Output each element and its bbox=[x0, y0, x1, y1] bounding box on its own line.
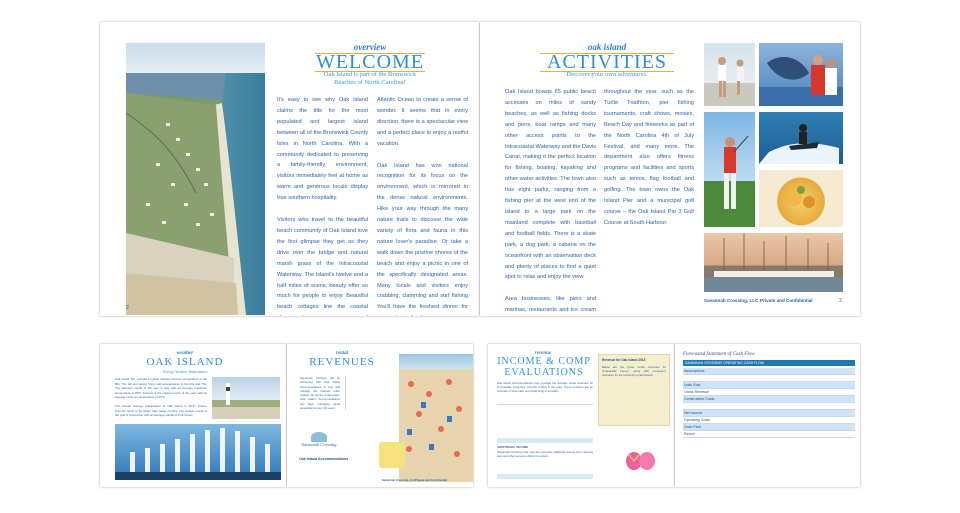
revenue-box-text: Below are the gross rental revenues for comparable homes, along with occupancy estimates for the upcoming rental season. bbox=[602, 365, 666, 378]
income-page bbox=[488, 344, 674, 487]
weather-page bbox=[100, 344, 286, 487]
cash-flow-title: Forecasted Statement of Cash Flow bbox=[683, 352, 755, 357]
table-row-label: Return bbox=[683, 431, 808, 438]
revenue-sidebar-box bbox=[598, 354, 670, 426]
activities-kicker: oak island bbox=[587, 42, 627, 52]
spread-right-page bbox=[480, 22, 860, 316]
welcome-column-1 bbox=[277, 95, 368, 316]
income-bottom-bar bbox=[497, 474, 593, 479]
footer-confidential: Private and Confidential bbox=[760, 298, 813, 303]
fishing-photo bbox=[759, 43, 843, 106]
income-headline-line2: EVALUATIONS bbox=[504, 367, 584, 378]
weather-text: Oak Island, NC, records a typical mid-day summer temperature in the 80s. The fall and spring bring mild temperatures in the 60s and 70s. The warmest month of the year is July with an average maximum temperature of 89°F. January is the coldest month of the year, with an average minimum temperature of 35°F. bbox=[115, 377, 207, 399]
table-row-label: Assumptions bbox=[683, 368, 808, 375]
activities-subhead: Discover your own adventures. bbox=[566, 71, 648, 78]
table-row-label: Operating Costs bbox=[683, 417, 808, 424]
activities-column-1 bbox=[505, 87, 596, 316]
logo-text: Savannah Crossing bbox=[301, 442, 337, 447]
income-kicker: revenue bbox=[534, 351, 552, 356]
income-list bbox=[497, 404, 593, 437]
activities-paragraph: throughout the year, such as the Turtle Triathlon, pier fishing tournaments, craft shows, movies, Beach Day and fireworks as part of the North Carolina 4th of July Festival, and many more. The department also offers fitness programs and facilities and sports such as tennis, flag football and golfing. The town owns the Oak Island Pier and a municipal golf course – the Oak Island Par 3 Golf Course at South Harbour. bbox=[604, 89, 694, 226]
footer-company: Savannah Crossing, LLC bbox=[704, 298, 759, 303]
page-number: 2 bbox=[839, 298, 842, 304]
income-text: Oak Island Accommodations has provided the average rental revenues for comparable properties currently renting in the area. These numbers are an estimate of what each unit could bring in annually. bbox=[497, 381, 593, 394]
income-headline: INCOME & COMP bbox=[497, 356, 591, 367]
activities-headline: ACTIVITIES bbox=[547, 51, 667, 73]
welcome-paragraph: Atlantic Ocean to create a sense of wonder. It seems that in every direction, there is a spectacular view and a perfect place to enjoy a restful vacation. bbox=[377, 97, 468, 147]
revenue-box-title: Revenue for Oak Island 2013 bbox=[602, 358, 646, 362]
crowded-beach-photo bbox=[399, 354, 473, 482]
cash-flow-table bbox=[683, 368, 855, 438]
aerial-beach-photo bbox=[126, 43, 265, 315]
page-number: 2 bbox=[126, 305, 129, 311]
seafood-photo bbox=[759, 170, 843, 227]
revenues-text: Savannah Crossing will be partnering with Oak Island Accommodations to rent and manage the finished units, making the homes rental ready. Oak Island Accommodations has been managing rental properties for over 20 years. bbox=[300, 376, 340, 411]
weather-subhead: Average Weather Temperatures bbox=[162, 370, 208, 374]
logo-text: Oak Island Accommodations bbox=[299, 457, 349, 461]
table-row-label: Units Sold bbox=[683, 382, 808, 389]
welcome-column-2 bbox=[377, 95, 468, 316]
additional-income-heading: ADDITIONAL INCOME bbox=[497, 445, 529, 449]
welcome-paragraph: It's easy to see why Oak Island claims the title for the most populated and largest island between all of the Brunswick County Isles in North Carolina. With a community dedicated to preserving a family-friendly environment, visitors immediately feel at home as warm and generous locals display true southern hospitality. bbox=[277, 97, 368, 202]
activities-paragraph: Area businesses, like piers and marinas, restaurants and ice cream bbox=[505, 296, 596, 314]
weather-text: The annual average precipitation at Oak Island is 56.97 inches. Summer tends to be wetter than winter months. The wettest month of the year is September with an average rainfall of 6.36 inches. bbox=[115, 404, 207, 417]
table-row-label: Net Income bbox=[683, 410, 808, 417]
logo-mark bbox=[311, 432, 327, 442]
activities-paragraph: Oak Island boasts 65 public beach accesses on miles of sandy beaches, as well as fishing docks and piers, boat ramps and many other access points to the Intracoastal Waterway and the Davis Canal, making it the perfect location for fishing, boating, kayaking and other water activities. The town also has eight parks, ranging from a fishing pier at the west end of the island to a large park on the mainland complete with baseball and football fields. There is a skate park, a dog park, a cabana on the oceanfront with an observation deck and plenty of places to find a quiet spot to relax and enjoy the view. bbox=[505, 89, 596, 281]
cash-flow-table-header: SAVANNAH CROSSING OPERATING CASH FLOW bbox=[683, 360, 855, 366]
welcome-paragraph: Oak Island has won national recognition for its focus on the environment, which is mirrored in the dense natural environments. Hike your way through the many nature trails to discover the wide variety of flora and fauna in this nature lover's paradise. Or take a walk down the pristine shores of the beach and enjoy a picnic in one of the specifically designated areas. Many locals and visitors enjoy crabbing, clamming and surf fishing You'll have the freshest dinner for bbox=[377, 162, 468, 311]
oak-island-accommodations-logo bbox=[299, 457, 349, 461]
welcome-headline: WELCOME bbox=[315, 51, 425, 73]
flip-flops-photo bbox=[623, 449, 657, 471]
revenues-kicker: rental bbox=[335, 351, 349, 356]
temperature-chart bbox=[115, 424, 281, 480]
weather-headline: OAK ISLAND bbox=[146, 356, 224, 368]
table-row-label: Cash Flow bbox=[683, 424, 808, 431]
revenues-headline: REVENUES bbox=[309, 356, 375, 368]
welcome-paragraph: Visitors who travel to the beautiful beach community of Oak Island love the first glimpse they get as they drive over the bridge and natural marsh grass of the Intracoastal Waterway. The island's twelve and a half miles of scenic beauty offer so much for people to enjoy. Beautiful beach cottages line the coastal bbox=[277, 217, 368, 311]
footer-confidential: Private and Confidential bbox=[415, 478, 448, 482]
table-row-label: Construction Costs bbox=[683, 396, 808, 403]
beach-drinks-photo bbox=[379, 442, 405, 468]
tennis-photo bbox=[704, 43, 755, 106]
lighthouse-photo bbox=[212, 377, 280, 419]
footer-company: Savannah Crossing, LLC bbox=[382, 478, 416, 482]
jetski-photo bbox=[759, 112, 843, 164]
activities-column-2 bbox=[604, 87, 694, 229]
cash-flow-page bbox=[675, 344, 860, 487]
additional-income-text: Savannah Crossing units may also generate additional income from cleaning fees and other services offered to renters. bbox=[497, 450, 593, 459]
welcome-subhead: Oak Island is part of the Brunswick Beaches of North Carolina! bbox=[323, 71, 417, 86]
savannah-crossing-logo bbox=[299, 432, 339, 447]
table-row-label: Gross Revenue bbox=[683, 389, 808, 396]
income-highlight-bar bbox=[497, 438, 593, 443]
spread-left-page bbox=[100, 22, 479, 316]
revenues-page bbox=[287, 344, 473, 487]
marina-photo bbox=[704, 233, 843, 292]
welcome-kicker: overview bbox=[353, 42, 387, 52]
revenues-bullets bbox=[345, 376, 386, 410]
golf-photo bbox=[704, 112, 755, 227]
weather-kicker: weather bbox=[176, 351, 194, 356]
